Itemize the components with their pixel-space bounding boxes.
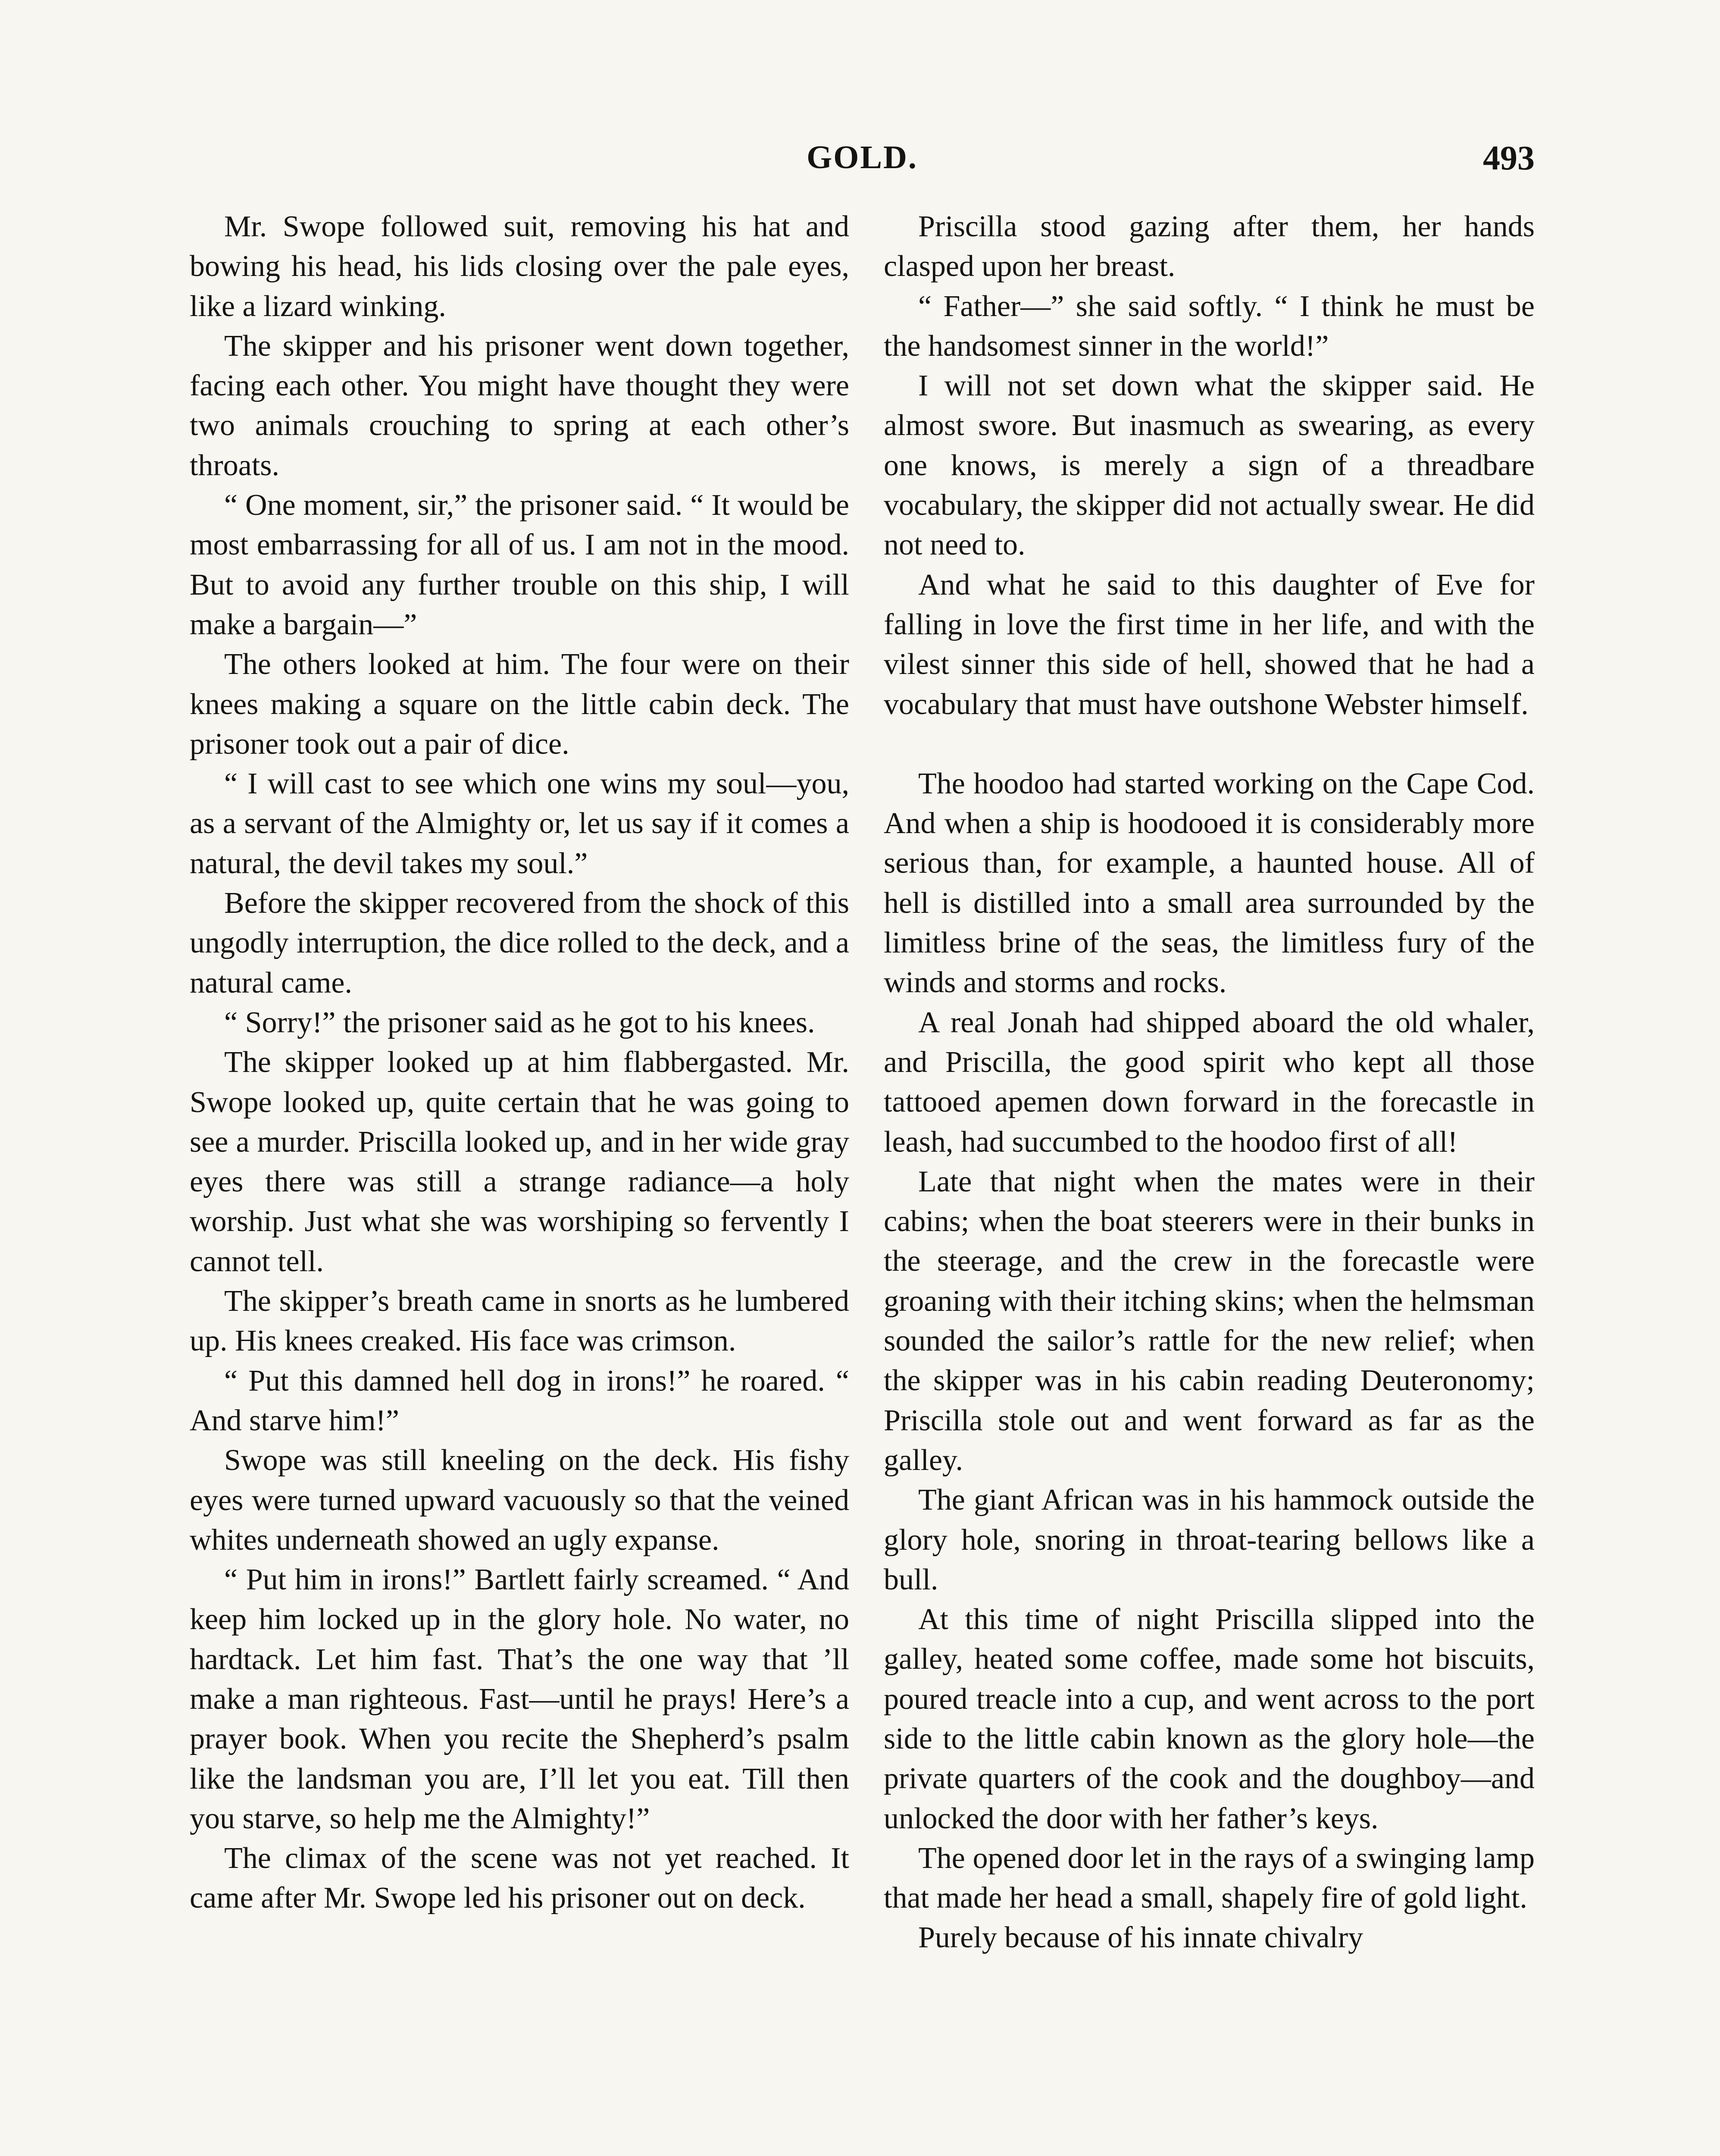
paragraph: A real Jonah had shipped aboard the old whaler, and Priscilla, the good spirit who kept all those tattooed apemen down forward in the forecastle in leash, had succumbed to the hoodoo first of all! <box>884 1006 1535 1159</box>
right-column <box>884 207 1535 1958</box>
page-title: GOLD. <box>807 139 918 175</box>
left-column <box>190 207 849 1918</box>
paragraph: The opened door let in the rays of a swinging lamp that made her head a small, shapely fire of gold light. <box>884 1841 1535 1915</box>
paragraph: The skipper looked up at him flabbergasted. Mr. Swope looked up, quite certain that he was going to see a murder. Priscilla looked up, and in her wide gray eyes there was still a strange radiance—a holy worship. Just what she was worshiping so fervently I cannot tell. <box>190 1046 849 1278</box>
paragraph: I will not set down what the skipper said. He almost swore. But inasmuch as swearing, as every one knows, is merely a sign of a threadbare vocabulary, the skipper did not actually swear. He did not need to. <box>884 369 1535 562</box>
paragraph: The others looked at him. The four were on their knees making a square on the little cabin deck. The prisoner took out a pair of dice. <box>190 648 849 761</box>
paragraph: The climax of the scene was not yet reached. It came after Mr. Swope led his prisoner out on deck. <box>190 1842 849 1915</box>
paragraph: “ One moment, sir,” the prisoner said. “ It would be most embarrassing for all of us. I am not in the mood. But to avoid any further trouble on this ship, I will make a bargain—” <box>190 489 849 641</box>
paragraph: Priscilla stood gazing after them, her hands clasped upon her breast. <box>884 210 1535 283</box>
paragraph: Purely because of his innate chivalry <box>918 1921 1363 1955</box>
paragraph: The skipper and his prisoner went down together, facing each other. You might have thought they were two animals crouching to spring at each other’s throats. <box>190 329 849 482</box>
paragraph: And what he said to this daughter of Eve for falling in love the first time in her life, and with the vilest sinner this side of hell, showed that he had a vocabulary that must have outshone Webster himself. <box>884 568 1535 721</box>
paragraph: “ Father—” she said softly. “ I think he must be the handsomest sinner in the world!” <box>884 289 1535 363</box>
paragraph: Late that night when the mates were in their cabins; when the boat steerers were in their bunks in the steerage, and the crew in the forecastle were groaning with their itching skins; when the helmsman sounded the sailor’s rattle for the new relief; when the skipper was in his cabin reading Deuteronomy; Priscilla stole out and went forward as far as the galley. <box>884 1165 1535 1477</box>
paragraph: The giant African was in his hammock outside the glory hole, snoring in throat-tearing bellows like a bull. <box>884 1483 1535 1596</box>
paragraph: At this time of night Priscilla slipped into the galley, heated some coffee, made some hot biscuits, poured treacle into a cup, and went across to the port side to the little cabin known as the glory hole—the private quarters of the cook and the doughboy—and unlocked the door with her father’s keys. <box>884 1603 1535 1835</box>
paragraph: Mr. Swope followed suit, removing his hat and bowing his head, his lids closing over the pale eyes, like a lizard winking. <box>190 210 849 323</box>
paragraph: The hoodoo had started working on the Cape Cod. And when a ship is hoodooed it is considerably more serious than, for example, a haunted house. All of hell is distilled into a small area surrounded by the limitless brine of the seas, the limitless fury of the winds and storms and rocks. <box>884 767 1535 1000</box>
paragraph: Before the skipper recovered from the shock of this ungodly interruption, the dice rolled to the deck, and a natural came. <box>190 887 849 1000</box>
paragraph: “ Put this damned hell dog in irons!” he roared. “ And starve him!” <box>190 1364 849 1437</box>
paragraph: “ I will cast to see which one wins my soul—you, as a servant of the Almighty or, let us say if it comes a natural, the devil takes my soul.” <box>190 767 849 880</box>
paragraph: “ Put him in irons!” Bartlett fairly screamed. “ And keep him locked up in the glory hole. No water, no hardtack. Let him fast. That’s the one way that ’ll make a man righteous. Fast—until he prays! Here’s a prayer book. When you recite the Shepherd’s psalm like the landsman you are, I’ll let you eat. Till then you starve, so help me the Almighty!” <box>190 1563 849 1835</box>
running-head <box>190 139 1535 178</box>
paragraph: “ Sorry!” the prisoner said as he got to his knees. <box>224 1006 815 1039</box>
paragraph: Swope was still kneeling on the deck. His fishy eyes were turned upward vacuously so that the veined whites underneath showed an ugly expanse. <box>190 1444 849 1557</box>
paragraph: The skipper’s breath came in snorts as he lumbered up. His knees creaked. His face was crimson. <box>190 1285 849 1358</box>
page-number: 493 <box>1483 139 1535 177</box>
